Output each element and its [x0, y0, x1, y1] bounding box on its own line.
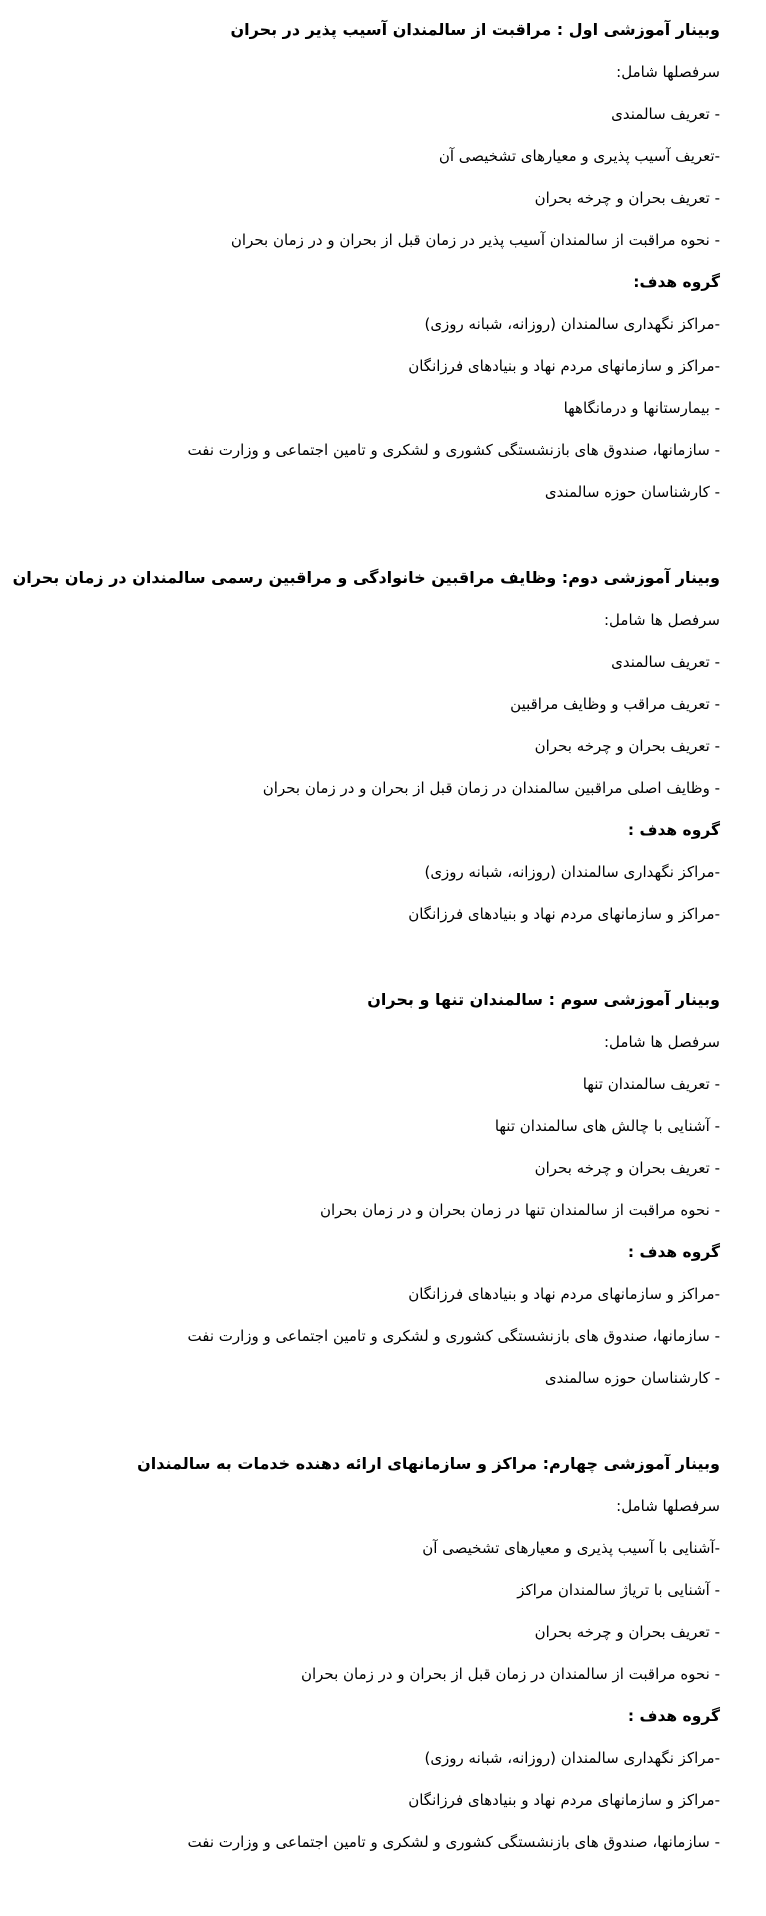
target-item: -مراکز و سازمانهای مردم نهاد و بنیادهای فرزانگان: [408, 1791, 720, 1809]
topic-item: - تعریف مراقب و وظایف مراقبین: [510, 695, 720, 713]
target-item: -مراکز نگهداری سالمندان (روزانه، شبانه روزی): [424, 1749, 720, 1767]
target-item: -مراکز نگهداری سالمندان (روزانه، شبانه روزی): [424, 315, 720, 333]
target-item: -مراکز و سازمانهای مردم نهاد و بنیادهای فرزانگان: [408, 357, 720, 375]
topic-item: - تعریف بحران و چرخه بحران: [534, 189, 720, 207]
topic-item: - نحوه مراقبت از سالمندان آسیب پذیر در زمان قبل از بحران و در زمان بحران: [230, 231, 720, 249]
webinar-3-target-group-heading: گروه هدف :: [627, 1243, 720, 1261]
webinar-1-title: وبینار آموزشی اول : مراقبت از سالمندان آسیب پذیر در بحران: [230, 20, 720, 39]
topic-item: - تعریف سالمندان تنها: [582, 1075, 720, 1093]
topic-item: -تعریف آسیب پذیری و معیارهای تشخیصی آن: [438, 147, 720, 165]
webinar-1-topics-heading: سرفصلها شامل:: [616, 63, 720, 81]
topic-item: - نحوه مراقبت از سالمندان در زمان قبل از بحران و در زمان بحران: [300, 1665, 720, 1683]
webinar-section-1: [40, 9, 720, 513]
target-item: - سازمانها، صندوق های بازنشستگی کشوری و لشکری و تامین اجتماعی و وزارت نفت: [187, 441, 720, 459]
webinar-4-topics-heading: سرفصلها شامل:: [616, 1497, 720, 1515]
webinar-3-title: وبینار آموزشی سوم : سالمندان تنها و بحران: [367, 990, 720, 1009]
topic-item: - تعریف بحران و چرخه بحران: [534, 1623, 720, 1641]
webinar-4-target-group-heading: گروه هدف :: [627, 1707, 720, 1725]
topic-item: - تعریف بحران و چرخه بحران: [534, 1159, 720, 1177]
target-item: - سازمانها، صندوق های بازنشستگی کشوری و لشکری و تامین اجتماعی و وزارت نفت: [187, 1833, 720, 1851]
topic-item: -آشنایی با آسیب پذیری و معیارهای تشخیصی آن: [422, 1539, 720, 1557]
target-item: - بیمارستانها و درمانگاهها: [563, 399, 720, 417]
webinar-3-topics-heading: سرفصل ها شامل:: [604, 1033, 720, 1051]
webinar-section-4: [40, 1443, 720, 1863]
webinar-section-2: [12, 557, 720, 935]
target-item: - سازمانها، صندوق های بازنشستگی کشوری و لشکری و تامین اجتماعی و وزارت نفت: [187, 1327, 720, 1345]
target-item: - کارشناسان حوزه سالمندی: [544, 1369, 720, 1387]
webinar-1-target-group-heading: گروه هدف:: [633, 273, 720, 291]
topic-item: - تعریف سالمندی: [611, 653, 720, 671]
webinar-4-title: وبینار آموزشی چهارم: مراکز و سازمانهای ارائه دهنده خدمات به سالمندان: [137, 1454, 720, 1473]
topic-item: - آشنایی با تریاژ سالمندان مراکز: [517, 1581, 720, 1599]
topic-item: - آشنایی با چالش های سالمندان تنها: [494, 1117, 720, 1135]
topic-item: - نحوه مراقبت از سالمندان تنها در زمان بحران و در زمان بحران: [319, 1201, 720, 1219]
topic-item: - تعریف بحران و چرخه بحران: [534, 737, 720, 755]
target-item: -مراکز و سازمانهای مردم نهاد و بنیادهای فرزانگان: [408, 1285, 720, 1303]
webinar-2-title: وبینار آموزشی دوم: وظایف مراقبین خانوادگی و مراقبین رسمی سالمندان در زمان بحران: [12, 568, 720, 587]
topic-item: - وظایف اصلی مراقبین سالمندان در زمان قبل از بحران و در زمان بحران: [262, 779, 720, 797]
webinar-2-topics-heading: سرفصل ها شامل:: [604, 611, 720, 629]
topic-item: - تعریف سالمندی: [611, 105, 720, 123]
webinar-2-target-group-heading: گروه هدف :: [627, 821, 720, 839]
webinar-section-3: [40, 979, 720, 1399]
target-item: - کارشناسان حوزه سالمندی: [544, 483, 720, 501]
target-item: -مراکز و سازمانهای مردم نهاد و بنیادهای فرزانگان: [408, 905, 720, 923]
target-item: -مراکز نگهداری سالمندان (روزانه، شبانه روزی): [424, 863, 720, 881]
